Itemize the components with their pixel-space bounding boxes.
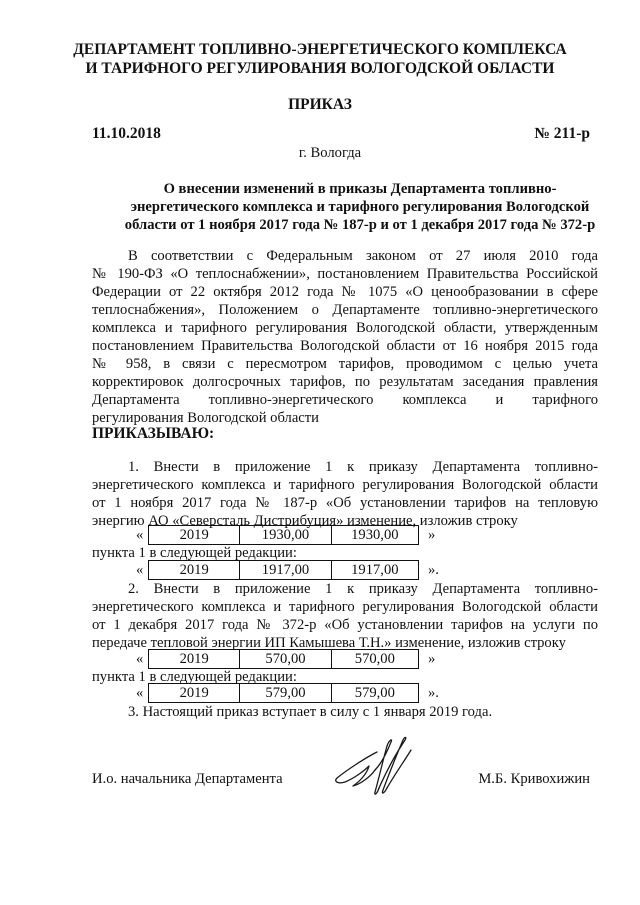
open-quote: « bbox=[136, 651, 144, 667]
item1-line: 1. Внести в приложение 1 к приказу Департамента топливно- bbox=[128, 459, 598, 475]
preamble-line: Федерации от 22 октября 2012 года № 1075 «О ценообразовании в сфере bbox=[92, 284, 598, 300]
preamble-line: Департамента топливно-энергетического комплекса и тарифного bbox=[92, 392, 598, 408]
tariff-row-new bbox=[148, 560, 419, 580]
signatory-position: И.о. начальника Департамента bbox=[92, 771, 283, 787]
preamble-line: постановлением Правительства Вологодской области от 16 ноября 2015 года bbox=[92, 338, 598, 354]
preamble-line: В соответствии с Федеральным законом от 27 июля 2010 года bbox=[128, 248, 598, 264]
open-quote: « bbox=[136, 562, 144, 578]
subject-line3: области от 1 ноября 2017 года № 187-р и от 1 декабря 2017 года № 372-р bbox=[124, 217, 596, 233]
item1-new-label: пункта 1 в следующей редакции: bbox=[92, 545, 297, 561]
tariff-value: 1930,00 bbox=[351, 527, 399, 543]
signature-image bbox=[325, 730, 435, 810]
preamble-line: № 190-ФЗ «О теплоснабжении», постановлением Правительства Российской bbox=[92, 266, 598, 282]
department-name-line2: И ТАРИФНОГО РЕГУЛИРОВАНИЯ ВОЛОГОДСКОЙ ОБЛАСТИ bbox=[85, 60, 555, 77]
order-city: г. Вологда bbox=[298, 145, 362, 161]
item2-line: передаче тепловой энергии ИП Камышева Т.Н.» изменение, изложив строку bbox=[92, 635, 566, 651]
order-word: ПРИКАЗЫВАЮ: bbox=[92, 425, 215, 442]
open-quote: « bbox=[136, 527, 144, 543]
preamble-line: регулирования Вологодской области bbox=[92, 410, 319, 426]
tariff-value: 1917,00 bbox=[351, 562, 399, 578]
order-number: № 211-р bbox=[534, 125, 590, 142]
subject-line2: энергетического комплекса и тарифного регулирования Вологодской bbox=[130, 199, 590, 215]
signatory-name: М.Б. Кривохижин bbox=[478, 771, 590, 787]
tariff-value: 570,00 bbox=[354, 651, 395, 667]
tariff-year: 2019 bbox=[149, 561, 240, 579]
item2-new-label: пункта 1 в следующей редакции: bbox=[92, 669, 297, 685]
close-quote: » bbox=[428, 651, 436, 667]
tariff-value: 579,00 bbox=[354, 685, 395, 701]
item2-line: 2. Внести в приложение 1 к приказу Департамента топливно- bbox=[128, 581, 598, 597]
close-quote: » bbox=[428, 527, 436, 543]
tariff-year: 2019 bbox=[149, 684, 240, 702]
item2-line: от 1 декабря 2017 года № 372-р «Об установлении тарифов на услуги по bbox=[92, 617, 598, 633]
tariff-year: 2019 bbox=[149, 650, 240, 668]
close-quote: ». bbox=[428, 685, 439, 701]
tariff-value: 570,00 bbox=[240, 650, 331, 668]
open-quote: « bbox=[136, 685, 144, 701]
tariff-value: 579,00 bbox=[240, 684, 331, 702]
item1-line: энергию АО «Северсталь Дистрибуция» изменение, изложив строку bbox=[92, 513, 518, 529]
preamble-line: № 958, в связи с пересмотром тарифов, проводимом с целью учета bbox=[92, 356, 598, 372]
preamble-line: корректировок долгосрочных тарифов, по результатам заседания правления bbox=[92, 374, 598, 390]
tariff-row-old bbox=[148, 649, 419, 669]
item1-line: от 1 ноября 2017 года № 187-р «Об установлении тарифов на тепловую bbox=[92, 495, 598, 511]
item3-line: 3. Настоящий приказ вступает в силу с 1 января 2019 года. bbox=[128, 704, 493, 720]
tariff-year: 2019 bbox=[149, 526, 240, 544]
department-name-line1: ДЕПАРТАМЕНТ ТОПЛИВНО-ЭНЕРГЕТИЧЕСКОГО КОМПЛЕКСА bbox=[73, 41, 567, 58]
subject-line1: О внесении изменений в приказы Департамента топливно- bbox=[163, 181, 557, 197]
item2-line: энергетического комплекса и тарифного регулирования Вологодской области bbox=[92, 599, 598, 615]
tariff-value: 1917,00 bbox=[240, 561, 331, 579]
close-quote: ». bbox=[428, 562, 439, 578]
order-date: 11.10.2018 bbox=[92, 125, 161, 142]
tariff-row-old bbox=[148, 525, 419, 545]
preamble-line: комплекса и тарифного регулирования Вологодской области, утвержденным bbox=[92, 320, 598, 336]
tariff-row-new bbox=[148, 683, 419, 703]
tariff-value: 1930,00 bbox=[240, 526, 331, 544]
preamble-line: теплоснабжения», Положением о Департаменте топливно-энергетического bbox=[92, 302, 598, 318]
document-type: ПРИКАЗ bbox=[288, 96, 352, 113]
item1-line: энергетического комплекса и тарифного регулирования Вологодской области bbox=[92, 477, 598, 493]
